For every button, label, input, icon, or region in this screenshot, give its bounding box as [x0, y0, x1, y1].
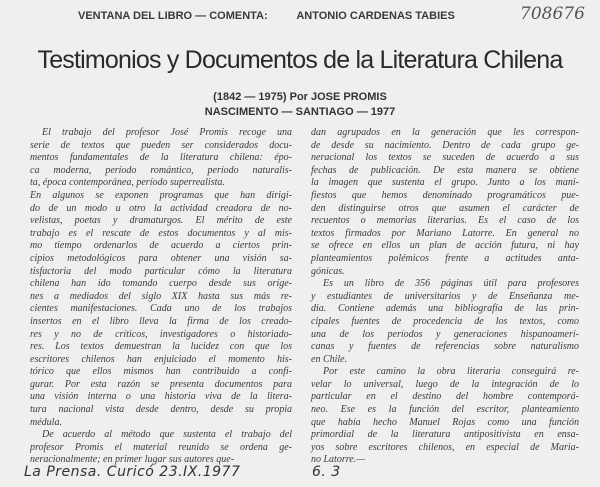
article-text-line: textos firmados por Mariano Latorre. En general no — [311, 227, 579, 239]
article-column-left — [30, 127, 292, 467]
article-text-line: una de los períodos y generaciones hispanoameri- — [311, 328, 579, 340]
handwritten-catalog-number: 708676 — [520, 4, 585, 24]
article-text-line: dan agrupados en la generación que les correspon- — [311, 127, 579, 138]
article-text-line: ta, época contemporánea, período superrealista. — [30, 177, 225, 189]
article-text-line: la imagen que sustenta el grupo. Junto a los mani- — [311, 177, 579, 189]
article-text-line: profesor Promis el material reunido se ordena ge- — [30, 441, 292, 453]
article-text-line: recuentos o memorias literarias. Es el caso de los — [311, 215, 579, 227]
article-text-line: dia. Contiene además una bibliografía de las prin- — [311, 303, 579, 315]
article-text-line: primordial de la literatura antipositivista en ensa- — [311, 429, 579, 441]
article-text-line: no Latorre.— — [311, 454, 366, 466]
article-text-line: escritores chilenos han enjuiciado el momento his- — [30, 353, 292, 365]
article-text-line: particular en el destino del hombre contemporá- — [311, 391, 579, 403]
section-kicker — [78, 10, 481, 22]
book-publisher: NASCIMENTO — SANTIAGO — 1977 — [204, 106, 396, 118]
article-text-line: neo. Ese es la función del escritor, planteamiento — [311, 404, 579, 416]
article-text-line: insertos en el libro lleva la firma de los creado- — [30, 315, 292, 327]
article-text-line: velar lo universal, luego de la integración de lo — [311, 378, 579, 390]
article-text-line: planteamientos polémicos frente a actitudes anta- — [311, 252, 579, 264]
article-column-right — [311, 127, 579, 467]
article-text-line: trabajo es el rescate de estos documentos y al mis- — [30, 227, 292, 239]
article-text-line: neracional los textos se suceden de acuerdo a sus — [311, 152, 579, 164]
article-text-line: fechas de publicación. De esta manera se obtiene — [311, 164, 579, 176]
article-text-line: chilena han ido tomando cuerpo desde sus oríge- — [30, 278, 292, 290]
article-text-line: tórico que ellos mismos han contribuido a confi- — [30, 366, 292, 378]
article-text-line: mo tiempo ordenarlos de acuerdo a ciertos prin- — [30, 240, 292, 252]
article-text-line: cipales fuentes de procedencia de los textos, como — [311, 315, 579, 327]
article-text-line: en Chile. — [311, 353, 348, 365]
article-text-line: res y no de críticos, investigadores o historiado- — [30, 328, 292, 340]
article-text-line: se ofrece en ellos un plan de acción futura, ni hay — [311, 240, 579, 252]
article-text-line: fiestos que hemos denominado programáticos pue- — [311, 189, 579, 201]
columnist-name: ANTONIO CARDENAS TABIES — [296, 10, 455, 22]
handwritten-source-note: La Prensa. Curicó 23.IX.1977 — [24, 464, 241, 480]
article-text-line: res. Los textos demuestran la lucidez con que los — [30, 341, 292, 353]
article-text-line: tura nacional vista desde dentro, desde su propia — [30, 404, 292, 416]
article-text-line: Es un libro de 356 páginas útil para profesores — [323, 278, 579, 290]
article-text-line: De acuerdo al método que sustenta el trabajo del — [42, 429, 292, 441]
article-text-line: serie de textos que pueden ser considerados docu- — [30, 139, 292, 151]
article-text-line: En algunos se exponen programas que han dirigi- — [30, 189, 292, 201]
article-text-line: una visión interna o una historia viva de la litera- — [30, 391, 292, 403]
article-text-line: mentos fundamentales de la literatura chilena: épo- — [30, 152, 292, 164]
article-text-line: velistas, poetas y dramaturgos. El mérito de este — [30, 215, 292, 227]
article-text-line: nes a mediados del siglo XIX hasta sus más re- — [30, 290, 292, 302]
article-text-line: cipios metodológicos para obtener una visión sa- — [30, 252, 292, 264]
article-text-line: médula. — [30, 416, 62, 428]
article-text-line: canas y fuentes de referencias sobre naturalismo — [311, 341, 579, 353]
section-label: VENTANA DEL LIBRO — COMENTA: — [78, 10, 268, 22]
book-dates-author: (1842 — 1975) Por JOSE PROMIS — [213, 91, 387, 103]
article-text-line: gónicas. — [311, 265, 345, 277]
handwritten-page-note: 6. 3 — [312, 464, 341, 480]
article-text-line: que había hecho Manuel Rojas como una función — [311, 416, 579, 428]
article-text-line: gurar. Por esta razón se presenta documentos para — [30, 378, 292, 390]
article-text-line: y estudiantes de universitarios y de Enseñanza me- — [311, 290, 579, 302]
article-text-line: neracionalmente; en primer lugar sus autores que- — [30, 454, 235, 466]
article-text-line: tisfactoria del modo particular cómo la literatura — [30, 265, 292, 277]
article-text-line: cientes manifestaciones. Cada uno de los trabajos — [30, 303, 292, 315]
article-text-line: de desde su nacimiento. Dentro de cada grupo ge- — [311, 139, 579, 151]
article-text-line: El trabajo del profesor José Promis recoge una — [42, 127, 292, 138]
article-text-line: den distinguirse otros que asumen el carácter de — [311, 202, 579, 214]
article-text-line: Por este camino la obra literaria conseguirá re- — [323, 366, 579, 378]
headline: Testimonios y Documentos de la Literatura Chilena — [37, 46, 563, 74]
article-text-line: ca moderna, período romántico, período naturalis- — [30, 164, 292, 176]
article-text-line: do de un modo u otro la actividad creadora de no- — [30, 202, 292, 214]
article-text-line: yos sobre escritores chilenos, en especial de Maria- — [311, 441, 579, 453]
